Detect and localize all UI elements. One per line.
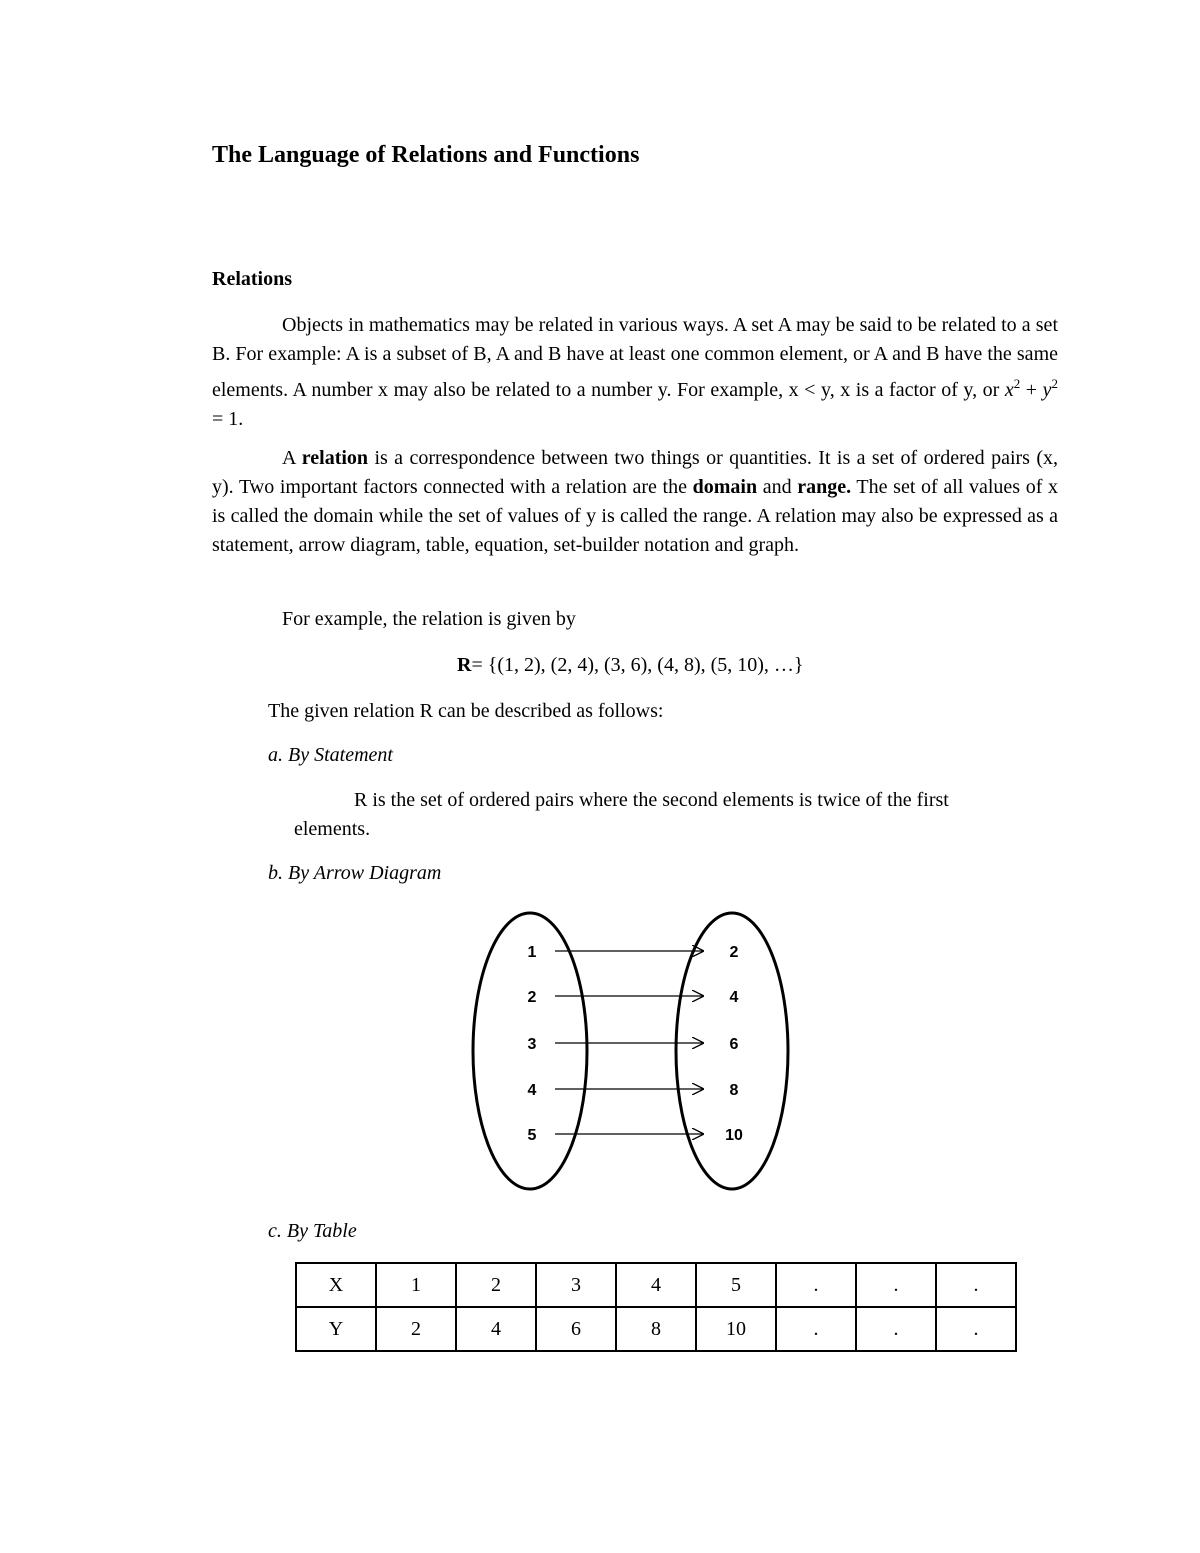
- term-relation: relation: [301, 447, 369, 469]
- y-cell: .: [936, 1307, 1016, 1351]
- page-title: The Language of Relations and Functions: [212, 142, 640, 168]
- arrow-diagram: [455, 905, 800, 1200]
- y-cell: .: [776, 1307, 856, 1351]
- domain-element: 5: [527, 1127, 537, 1144]
- described-line: The given relation R can be described as follows:: [268, 700, 664, 722]
- x-cell: 5: [696, 1263, 776, 1307]
- y-cell: 8: [616, 1307, 696, 1351]
- math-plus: +: [1020, 379, 1043, 401]
- y-cell: .: [856, 1307, 936, 1351]
- math-equals: = 1.: [212, 408, 244, 430]
- domain-element: 4: [527, 1082, 537, 1099]
- relation-label: R: [457, 654, 472, 676]
- math-x: x: [1004, 379, 1014, 401]
- term-range: range.: [797, 476, 852, 498]
- x-cell: 4: [616, 1263, 696, 1307]
- range-element: 6: [729, 1036, 739, 1053]
- statement-text: [294, 786, 1064, 844]
- relation-table: [295, 1262, 1017, 1352]
- para2-text-3: and: [757, 476, 798, 498]
- x-cell: X: [296, 1263, 376, 1307]
- statement-line-2: elements.: [294, 818, 371, 840]
- relation-expression: [457, 654, 804, 677]
- math-exponent-y: 2: [1051, 376, 1059, 391]
- paragraph-relation-definition: [212, 444, 1058, 560]
- math-exponent-x: 2: [1013, 376, 1021, 391]
- x-cell: .: [776, 1263, 856, 1307]
- item-a-heading: a. By Statement: [268, 744, 393, 766]
- x-cell: 2: [456, 1263, 536, 1307]
- domain-element: 3: [527, 1036, 537, 1053]
- domain-element: 1: [527, 944, 537, 961]
- para2-text-2: is a correspondence between two things or quantities. It is a set of ordered pairs (x, y). Two important factors connected with a relation are the: [212, 447, 1059, 498]
- range-element: 8: [729, 1082, 739, 1099]
- range-element: 2: [729, 944, 739, 961]
- section-heading: Relations: [212, 268, 292, 290]
- domain-element: 2: [527, 989, 537, 1006]
- y-cell: 2: [376, 1307, 456, 1351]
- y-cell: 4: [456, 1307, 536, 1351]
- statement-line-1: R is the set of ordered pairs where the second elements is twice of the first: [354, 789, 949, 811]
- y-cell: Y: [296, 1307, 376, 1351]
- math-y: y: [1042, 379, 1052, 401]
- range-element: 10: [725, 1127, 743, 1144]
- item-c-heading: c. By Table: [268, 1220, 357, 1242]
- relation-set: = {(1, 2), (2, 4), (3, 6), (4, 8), (5, 10), …}: [471, 654, 804, 676]
- term-domain: domain: [692, 476, 758, 498]
- x-cell: .: [936, 1263, 1016, 1307]
- x-cell: 3: [536, 1263, 616, 1307]
- item-b-heading: b. By Arrow Diagram: [268, 862, 442, 884]
- para1-text: Objects in mathematics may be related in various ways. A set A may be said to be related to a set B. For example: A is a subset of B, A and B have at least one common element, or A and B have the same elements. A number x may also be related to a number y. For example, x < y, x is a factor of y, or: [212, 314, 1058, 401]
- table-row-y: [296, 1307, 1016, 1351]
- range-element: 4: [729, 989, 739, 1006]
- y-cell: 6: [536, 1307, 616, 1351]
- table-row-x: [296, 1263, 1016, 1307]
- y-cell: 10: [696, 1307, 776, 1351]
- paragraph-objects: [212, 311, 1058, 434]
- para2-text-1: A: [282, 447, 302, 469]
- x-cell: 1: [376, 1263, 456, 1307]
- x-cell: .: [856, 1263, 936, 1307]
- example-intro: For example, the relation is given by: [282, 608, 576, 630]
- para2-text-4: The set of all values of x is called the domain while the set of values of y is called the range. A relation may also be expressed as a statement, arrow diagram, table, equation, set-builder notation and graph.: [212, 476, 1058, 556]
